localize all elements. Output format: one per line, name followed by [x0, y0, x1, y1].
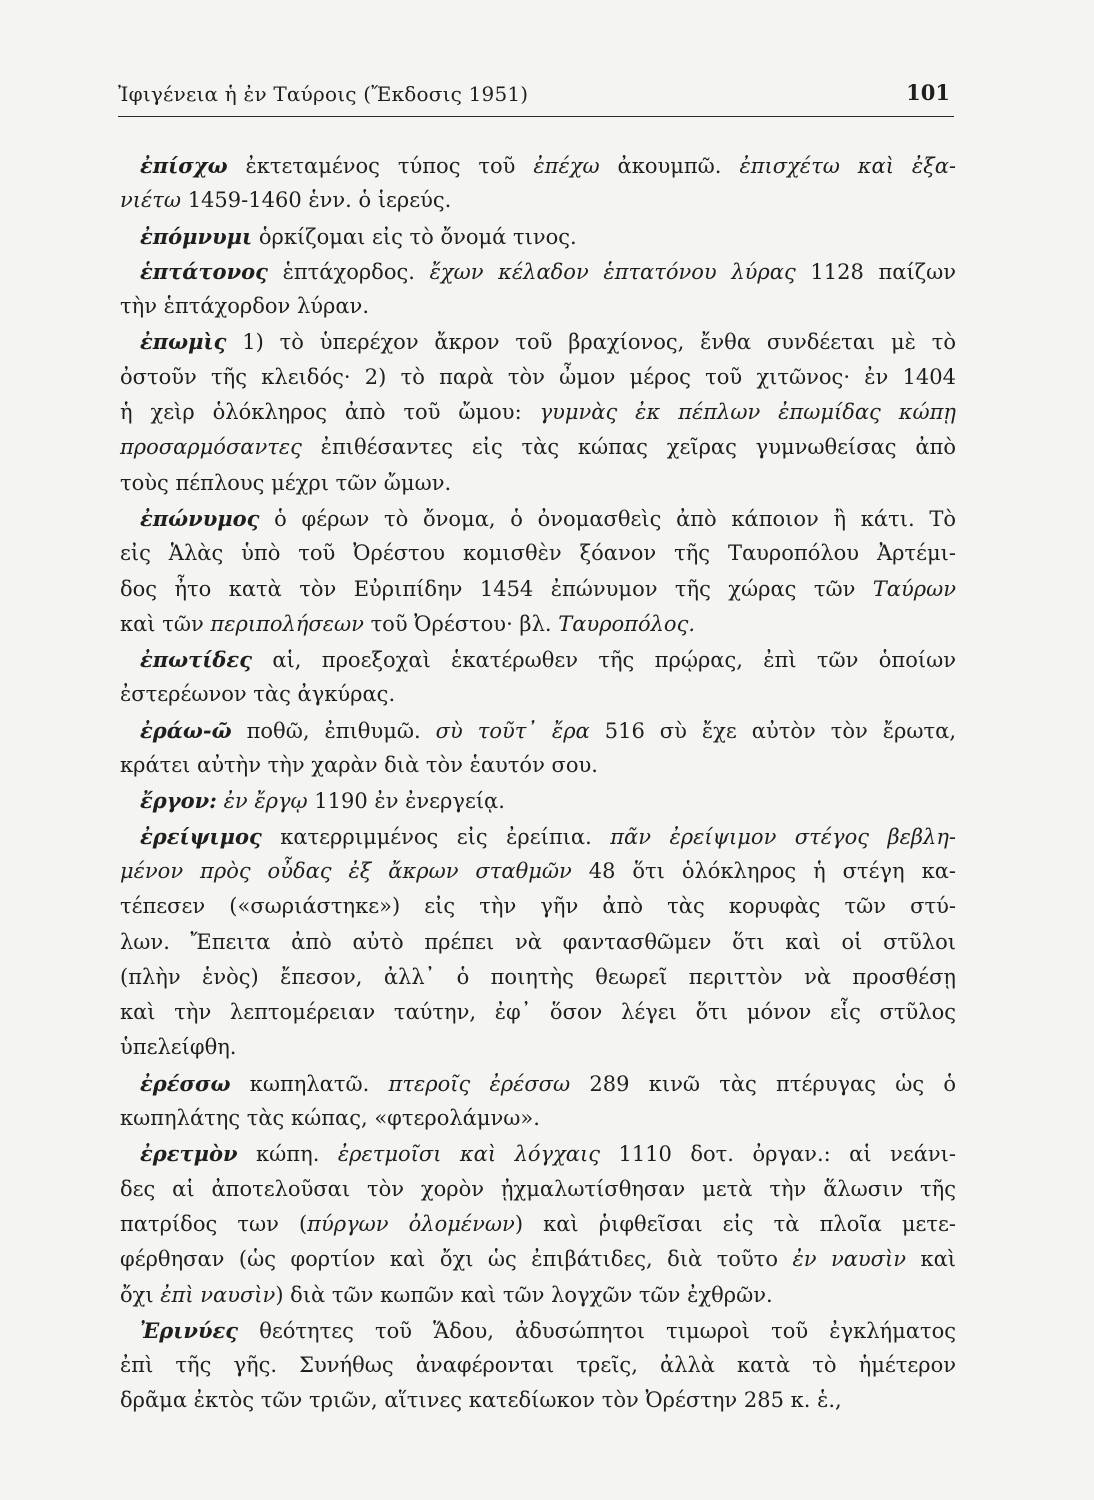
quotation-text: πᾶν ἐρείψιμον στέγος βεβλη-: [610, 824, 956, 849]
lemma-headword: ἑπτάτονος: [140, 258, 268, 284]
gloss-text: 1459-1460 ἑνν. ὁ ἱερεύς.: [181, 188, 452, 213]
quotation-text: πτεροῖς ἐρέσσω: [388, 1071, 571, 1096]
glossary-text: [120, 148, 956, 1419]
quotation-text: ἐν ἔργῳ: [223, 789, 308, 814]
lemma-headword: ἐπωτίδες: [140, 647, 252, 673]
gloss-text: καὶ: [906, 1247, 957, 1272]
gloss-text: αἱ, προεξοχαὶ ἑκατέρωθεν τῆς πρῴρας, ἐπὶ τῶν ὁποίων: [251, 648, 956, 673]
text-line: [120, 1030, 956, 1065]
text-line: [120, 677, 956, 712]
text-line: [120, 572, 956, 607]
gloss-text: φέρθησαν (ὡς φορτίον καὶ ὄχι ὡς ἐπιβάτιδες, διὰ τοῦτο: [120, 1247, 793, 1272]
quotation-text: Ταυροπόλος.: [558, 611, 696, 636]
quotation-text: ἐπισχέτω καὶ ἐξα-: [739, 154, 956, 178]
gloss-text: ἐκτεταμένος τύπος τοῦ: [227, 154, 534, 178]
gloss-text: θεότητες τοῦ Ἅδου, ἀδυσώπητοι τιμωροὶ τοῦ ἐγκλήματος: [238, 1318, 956, 1343]
quotation-text: γυμνὰς ἐκ πέπλων ἐπωμίδας κώπῃ: [539, 400, 956, 425]
lemma-headword: ἐπόμνυμι: [140, 223, 253, 249]
header-title: Ἰφιγένεια ἡ ἐν Ταύροις (Ἔκδοσις 1951): [118, 82, 529, 106]
text-line: [120, 1313, 956, 1348]
gloss-text: τοῦ Ὀρέστου· βλ.: [363, 611, 559, 636]
gloss-text: κράτει αὐτὴν τὴν χαρὰν διὰ τὸν ἑαυτόν σου.: [120, 753, 598, 778]
text-line: [120, 1383, 956, 1418]
text-line: [120, 254, 956, 289]
text-line: [120, 713, 956, 748]
lemma-headword: Ἐρινύες: [140, 1317, 239, 1343]
text-line: [120, 430, 956, 465]
lemma-headword: ἐπωμὶς: [140, 329, 227, 355]
lemma-headword: ἐράω-ῶ: [140, 717, 232, 743]
gloss-text: λων. Ἔπειτα ἀπὸ αὐτὸ πρέπει νὰ φαντασθῶμεν ὅτι καὶ οἱ στῦλοι: [120, 929, 956, 954]
gloss-text: 48 ὅτι ὁλόκληρος ἡ στέγη κα-: [571, 858, 956, 883]
gloss-text: ὑπελείφθη.: [120, 1035, 237, 1060]
quotation-text: περιπολήσεων: [210, 611, 364, 636]
gloss-text: κατερριμμένος εἰς ἐρείπια.: [261, 824, 611, 849]
lemma-headword: ἐπίσχω: [140, 153, 228, 178]
running-header: [118, 82, 954, 117]
gloss-text: 516 σὺ ἔχε αὐτὸν τὸν ἔρωτα,: [589, 718, 956, 743]
quotation-text: ἐπέχω: [533, 154, 600, 178]
quotation-text: ἐν ναυσὶν: [792, 1247, 906, 1272]
gloss-text: εἰς Ἁλὰς ὑπὸ τοῦ Ὀρέστου κομισθὲν ξόανον τῆς Ταυροπόλου Ἀρτέμι-: [120, 541, 956, 566]
quotation-text: νιέτω: [120, 188, 182, 213]
gloss-text: τέπεσεν («σωριάστηκε») εἰς τὴν γῆν ἀπὸ τὰς κορυφὰς τῶν στύ-: [120, 894, 956, 919]
text-line: [120, 1278, 956, 1313]
gloss-text: (πλὴν ἑνὸς) ἔπεσον, ἀλλ᾽ ὁ ποιητὴς θεωρεῖ περιττὸν νὰ προσθέσῃ: [120, 964, 956, 989]
text-line: [120, 995, 956, 1030]
quotation-text: ἐπὶ ναυσὶν: [160, 1282, 276, 1307]
gloss-text: δρᾶμα ἐκτὸς τῶν τριῶν, αἵτινες κατεδίωκον τὸν Ὀρέστην 285 κ. ἑ.,: [120, 1388, 842, 1413]
text-line: [120, 289, 956, 324]
text-line: [120, 819, 956, 854]
text-line: [120, 1136, 956, 1171]
quotation-text: προσαρμόσαντες: [120, 435, 302, 460]
text-line: [120, 1066, 956, 1101]
gloss-text: πατρίδος των (: [120, 1211, 308, 1236]
text-line: [120, 1172, 956, 1207]
gloss-text: ὄχι: [120, 1282, 161, 1307]
lemma-headword: ἐρέσσω: [140, 1070, 231, 1096]
text-line: [120, 1242, 956, 1277]
text-line: [120, 642, 956, 677]
text-line: [120, 960, 956, 995]
gloss-text: κωπηλάτης τὰς κώπας, «φτερολάμνω».: [120, 1106, 540, 1131]
gloss-text: 1) τὸ ὑπερέχον ἄκρον τοῦ βραχίονος, ἔνθα συνδέεται μὲ τὸ: [226, 330, 956, 355]
text-line: [120, 783, 956, 818]
text-line: [120, 395, 956, 430]
gloss-text: 1128 παίζων: [795, 259, 956, 284]
gloss-text: ) καὶ ῥιφθεῖσαι εἰς τὰ πλοῖα μετε-: [514, 1211, 956, 1236]
quotation-text: ἔχων κέλαδον ἑπτατόνου λύρας: [429, 259, 796, 284]
quotation-text: Ταύρων: [872, 576, 956, 601]
gloss-text: ὁ φέρων τὸ ὄνομα, ὁ ὀνομασθεὶς ἀπὸ κάποιον ἢ κάτι. Τὸ: [259, 506, 956, 531]
text-line: [120, 1207, 956, 1242]
gloss-text: δες αἱ ἀποτελοῦσαι τὸν χορὸν ᾐχμαλωτίσθησαν μετὰ τὴν ἅλωσιν τῆς: [120, 1176, 956, 1201]
lemma-headword: ἐρείψιμος: [140, 823, 262, 849]
text-line: [120, 925, 956, 960]
gloss-text: κωπηλατῶ.: [230, 1071, 389, 1096]
lemma-headword: ἐπώνυμος: [140, 505, 260, 531]
text-line: [120, 148, 956, 183]
text-line: [120, 466, 956, 501]
text-line: [120, 854, 956, 889]
gloss-text: καὶ τῶν: [120, 611, 211, 636]
quotation-text: σὺ τοῦτ᾽ ἔρα: [435, 718, 590, 743]
gloss-text: ὀστοῦν τῆς κλειδός· 2) τὸ παρὰ τὸν ὦμον μέρος τοῦ χιτῶνος· ἐν 1404: [120, 364, 956, 389]
text-line: [120, 748, 956, 783]
gloss-text: ) διὰ τῶν κωπῶν καὶ τῶν λογχῶν τῶν ἐχθρῶν.: [275, 1282, 773, 1307]
gloss-text: ἐστερέωνον τὰς ἀγκύρας.: [120, 682, 396, 707]
gloss-text: ἀκουμπῶ.: [599, 154, 740, 178]
gloss-text: καὶ τὴν λεπτομέρειαν ταύτην, ἐφ᾽ ὅσον λέγει ὅτι μόνον εἷς στῦλος: [120, 1000, 956, 1025]
text-line: [120, 1101, 956, 1136]
quotation-text: μένον πρὸς οὖδας ἐξ ἄκρων σταθμῶν: [120, 858, 572, 883]
quotation-text: πύργων ὀλομένων: [307, 1211, 515, 1236]
text-line: [120, 889, 956, 924]
gloss-text: [217, 789, 224, 813]
gloss-text: 1190 ἐν ἐνεργείᾳ.: [307, 789, 505, 814]
text-line: [120, 219, 956, 254]
gloss-text: ἐπὶ τῆς γῆς. Συνήθως ἀναφέρονται τρεῖς, ἀλλὰ κατὰ τὸ ἡμέτερον: [120, 1353, 956, 1378]
gloss-text: ποθῶ, ἐπιθυμῶ.: [231, 718, 436, 743]
gloss-text: 1110 δοτ. ὀργαν.: αἱ νεάνι-: [600, 1142, 956, 1167]
text-line: [120, 1348, 956, 1383]
quotation-text: ἐρετμοῖσι καὶ λόγχαις: [337, 1142, 600, 1167]
gloss-text: τοὺς πέπλους μέχρι τῶν ὤμων.: [120, 470, 452, 495]
gloss-text: τὴν ἑπτάχορδον λύραν.: [120, 294, 369, 319]
gloss-text: ὁρκίζομαι εἰς τὸ ὄνομά τινος.: [252, 224, 577, 249]
text-line: [120, 360, 956, 395]
gloss-text: ἑπτάχορδος.: [267, 259, 430, 284]
gloss-text: ἐπιθέσαντες εἰς τὰς κώπας χεῖρας γυμνωθείσας ἀπὸ: [301, 435, 956, 460]
gloss-text: 289 κινῶ τὰς πτέρυγας ὡς ὁ: [570, 1071, 956, 1096]
gloss-text: δος ἦτο κατὰ τὸν Εὐριπίδην 1454 ἐπώνυμον τῆς χώρας τῶν: [120, 576, 873, 601]
lemma-headword: ἐρετμὸν: [140, 1141, 238, 1167]
page-number: 101: [906, 80, 950, 105]
text-line: [120, 501, 956, 536]
text-line: [120, 183, 956, 218]
text-line: [120, 536, 956, 571]
gloss-text: κώπη.: [237, 1142, 338, 1167]
text-line: [120, 324, 956, 359]
text-line: [120, 607, 956, 642]
gloss-text: ἡ χεὶρ ὁλόκληρος ἀπὸ τοῦ ὤμου:: [120, 400, 540, 425]
lemma-headword: ἔργον:: [140, 788, 217, 814]
